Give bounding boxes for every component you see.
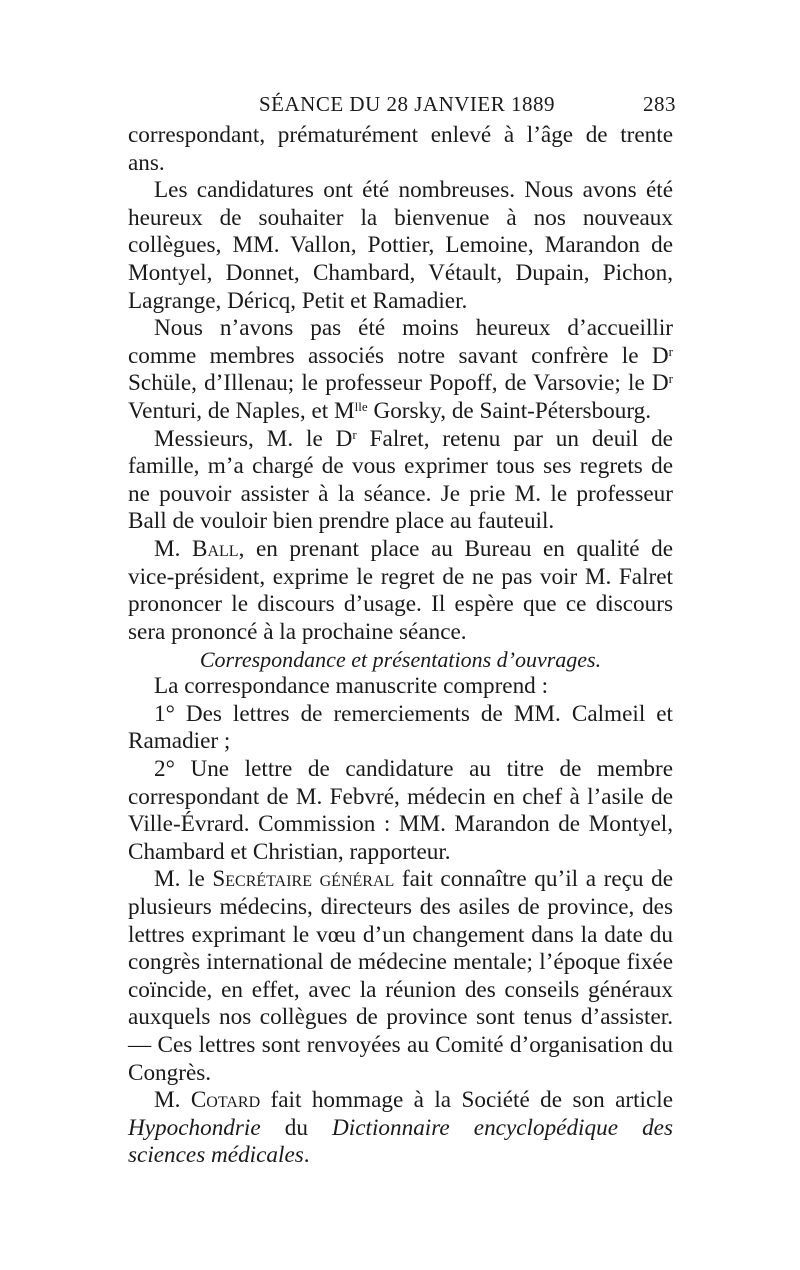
paragraph-text: La correspondance manuscrite comprend : — [154, 673, 549, 700]
paragraph-cotard — [128, 1087, 673, 1170]
person-name: Cotard — [190, 1087, 261, 1114]
paragraph-text: Venturi, de Naples, et M — [128, 397, 355, 424]
paragraph-text: Gorsky, de Saint-Pétersbourg. — [367, 397, 652, 424]
paragraph-falret — [128, 426, 673, 536]
paragraph-text: 2° Une lettre de candidature au titre de membre correspondant de M. Febvré, médecin en chef à l’asile de Ville-Évrard. Commission : MM. Marandon de Montyel, Chambard et Christian, rapporteur. — [128, 756, 673, 865]
list-item — [128, 701, 673, 756]
paragraph-text: , en prenant place au Bureau en qualité de vice-président, exprime le regret de ne pas voir M. Falret prononcer le discours d’usage. Il espère que ce discours sera prononcé à la prochaine séance. — [128, 535, 673, 645]
page-number: 283 — [643, 92, 676, 116]
paragraph-text: Messieurs, M. le D — [154, 425, 353, 452]
superscript: r — [668, 371, 673, 387]
paragraph-text: M. le — [154, 866, 213, 893]
paragraph-text: Nous n’avons pas été moins heureux d’accueillir comme membres associés notre savant confrère le D — [128, 315, 673, 369]
paragraph-text: 1° Des lettres de remerciements de MM. Calmeil et Ramadier ; — [128, 700, 673, 755]
body-text — [128, 122, 673, 1170]
document-page — [128, 92, 676, 1170]
superscript: lle — [354, 398, 368, 414]
paragraph-text: fait hommage à la Société de son article — [260, 1087, 673, 1114]
superscript: r — [668, 343, 673, 359]
paragraph-continuation — [128, 122, 673, 177]
paragraph-text: . — [303, 1142, 310, 1169]
paragraph-text: correspondant, prématurément enlevé à l’âge de trente ans. — [128, 122, 673, 176]
paragraph-text: Schüle, d’Illenau; le professeur Popoff, de Varsovie; le D — [128, 370, 669, 397]
italic-title: Hypochondrie — [128, 1114, 261, 1141]
person-title: Secrétaire général — [212, 866, 395, 893]
paragraph-secretaire — [128, 866, 673, 1087]
list-item — [128, 756, 673, 866]
person-name: Ball — [192, 535, 239, 562]
running-title: SÉANCE DU 28 JANVIER 1889 — [259, 92, 555, 116]
paragraph-text: fait connaître qu’il a reçu de plusieurs médecins, directeurs des asiles de province, des lettres exprimant le vœu d’un changement dans la date du congrès international de médecine mentale; l’époque fixée coïncide, en effet, avec la réunion des conseils généraux auxquels nos collègues de province sont tenus d’assister. — Ces lettres sont renvoyées au Comité d’organisation du Congrès. — [128, 866, 674, 1086]
paragraph-text: M. — [154, 535, 192, 562]
paragraph-text: M. — [154, 1087, 191, 1114]
running-header — [128, 92, 676, 122]
paragraph-correspondance — [128, 673, 673, 701]
paragraph-text: Les candidatures ont été nombreuses. Nous avons été heureux de souhaiter la bienvenue à nos nouveaux collègues, MM. Vallon, Pottier, Lemoine, Marandon de Montyel, Donnet, Chambard, Vétault, Dupain, Pichon, Lagrange, Dériсq, Petit et Ramadier. — [128, 177, 673, 314]
paragraph-associes — [128, 315, 673, 425]
italic-title: Dictionnaire encyclopédique des sciences médicales — [128, 1114, 673, 1169]
superscript: r — [352, 426, 357, 442]
section-heading: Correspondance et présentations d’ouvrages. — [199, 647, 602, 673]
paragraph-ball — [128, 536, 673, 646]
paragraph-candidatures — [128, 177, 673, 315]
paragraph-text: du — [260, 1114, 333, 1141]
paragraph-text: Falret, retenu par un deuil de famille, m’a chargé de vous exprimer tous ses regrets de ne pouvoir assister à la séance. Je prie M. le professeur Ball de vouloir bien prendre place au fauteuil. — [128, 425, 673, 535]
